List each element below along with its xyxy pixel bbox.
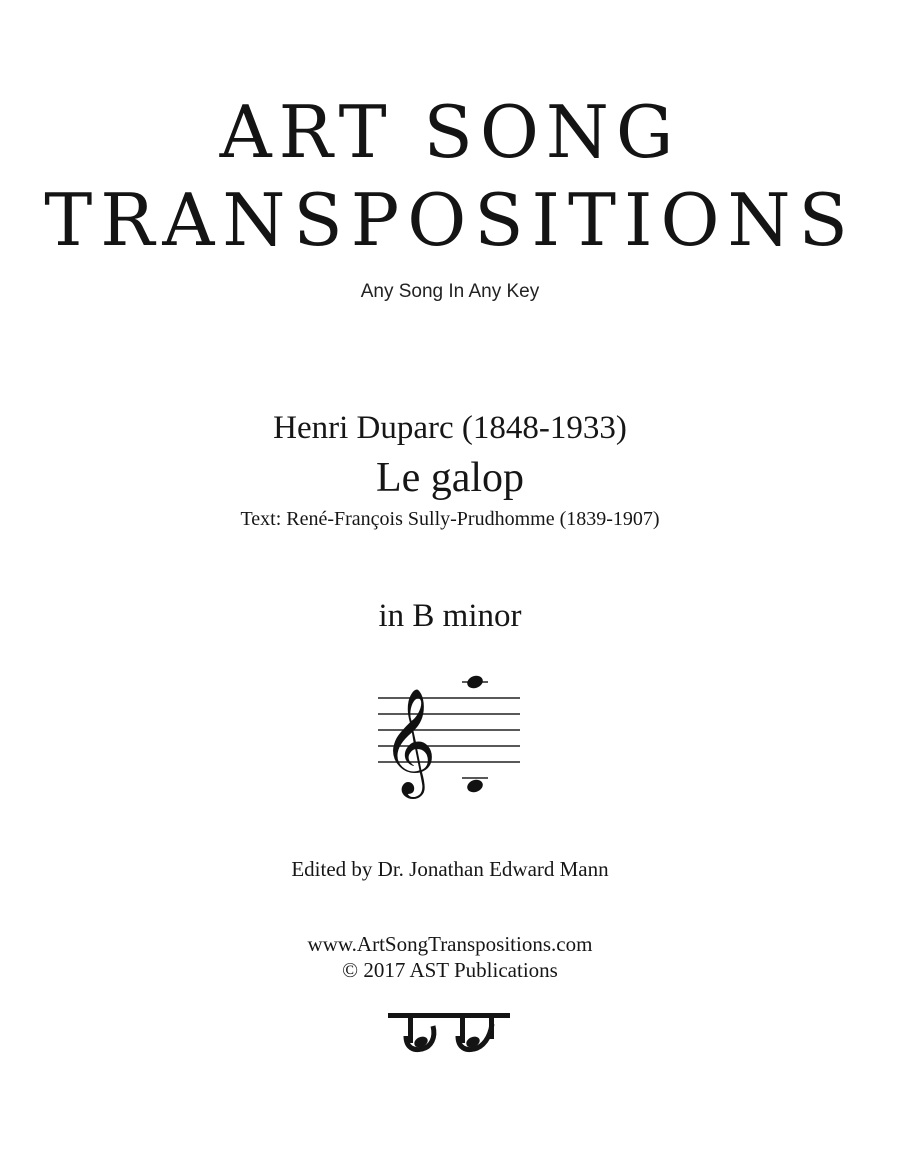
song-title: Le galop xyxy=(375,455,525,501)
brand-title-line-1: ART SONG xyxy=(219,90,681,174)
treble-clef-icon: 𝄞 xyxy=(382,687,437,794)
note-high-a xyxy=(465,674,484,691)
editor-credit: Edited by Dr. Jonathan Edward Mann xyxy=(291,857,609,881)
vocal-range-staff xyxy=(370,668,530,800)
brand-title-line-2: TRANSPOSITIONS xyxy=(44,178,856,262)
copyright-notice: © 2017 AST Publications xyxy=(342,958,558,982)
text-credit: Text: René-François Sully-Prudhomme (1839-1907) xyxy=(240,508,660,530)
website-url: www.ArtSongTranspositions.com xyxy=(307,932,593,956)
tagline: Any Song In Any Key xyxy=(360,281,540,302)
key-label: in B minor xyxy=(378,598,522,634)
composer-name: Henri Duparc (1848-1933) xyxy=(273,410,627,446)
note-low-b xyxy=(465,778,484,795)
ast-publications-logo-icon xyxy=(384,1010,516,1054)
